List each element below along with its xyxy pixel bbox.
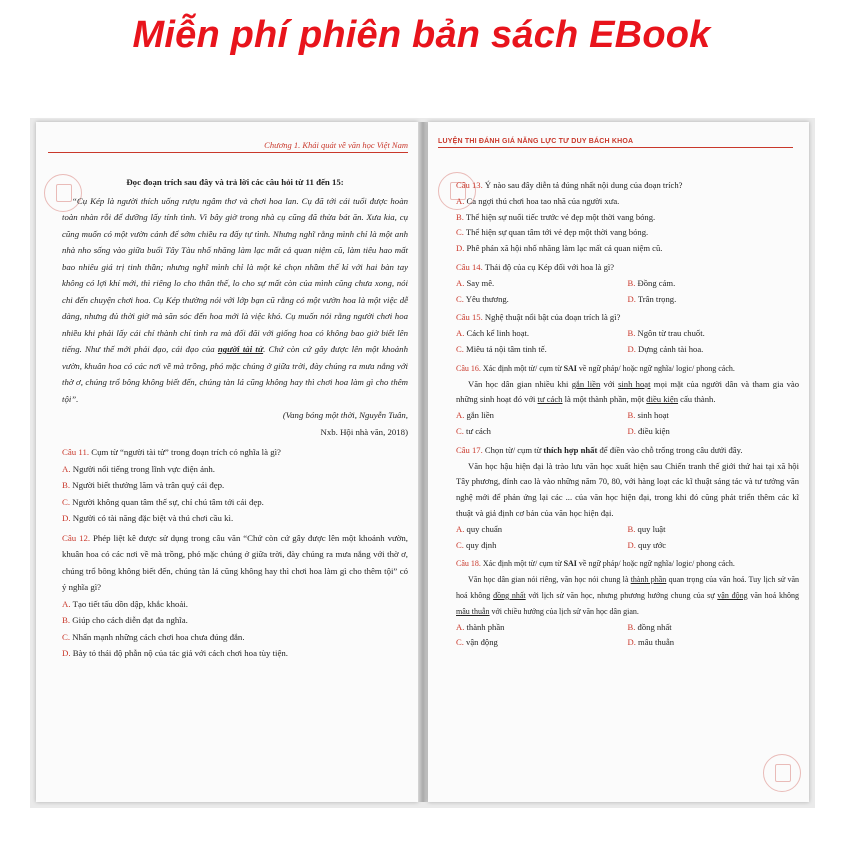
option-a: A. Người nổi tiếng trong lĩnh vực điện ảnh.: [62, 463, 215, 474]
question-paragraph: Văn học dân gian nhiều khi gắn liền với sinh hoạt mọi mặt của người dân và tham gia vào những sinh hoạt đó với tư cách là một thành phần, một điều kiện cấu thành.: [456, 378, 799, 405]
passage-text: “Cụ Kép là người thích uống rượu ngâm thơ và chơi hoa lan. Cụ đã tới cái tuổi được hoàn toàn nhàn rỗi để dưỡng lấy tính tình. Vì bây giờ trong nhà cụ cũng đã thừa bát ăn. Xưa kia, cụ cũng muốn có một vườn cảnh để sớm chiều ra đấy tự tình. Nhưng nghĩ rằng mình chỉ là một anh nhà nho sống vào giữa buổi Tây Tàu nhố nhăng làm lạc mất cả quan niệm cũ, làm tiêu hao mất bao nhiêu giá trị tinh thần; nhưng nghĩ mình chỉ là một kẻ chọn nhầm thế kỉ với hai bàn tay không có lợi khí mới, thì riêng lo cho thân thế, lo cho sự mất còn của mình cũng chưa xong, nói chi đến chuyện chơi hoa. Cụ Kép thường nói với lớp bạn cũ rằng có một vườn hoa là một việc dễ dàng, nhưng đủ thời giờ mà săn sóc đến hoa mới là việc khó. Cụ muốn nói rằng người chơi hoa nhiều khi phải lấy cái chí thành chí tình ra mà đối đãi với giống hoa có không bao giờ biết lên tiếng. Như thế mới phải đạo, cái đạo của: [62, 195, 408, 354]
option-d: D. điều kiện: [627, 425, 670, 436]
question-stem: Câu 16. Xác định một từ/ cụm từ SAI về ngữ pháp/ hoặc ngữ nghĩa/ logic/ phong cách.: [456, 363, 735, 373]
question-text: Thái độ của cụ Kép đối với hoa là gì?: [482, 261, 615, 272]
question-number: Câu 16.: [456, 363, 481, 373]
option-a: A. quy chuẩn: [456, 523, 503, 534]
option-d: D. mâu thuẫn: [627, 637, 675, 648]
question-stem: [456, 260, 799, 276]
question-number: Câu 12.: [62, 532, 91, 543]
left-page-content: [62, 174, 408, 662]
option-d: D. Người có tài năng đặc biệt và thú chơi cầu kì.: [62, 513, 234, 523]
question-13: [456, 178, 799, 257]
options-row: [456, 635, 799, 651]
question-number: Câu 14.: [456, 261, 483, 272]
question-17: [456, 443, 799, 554]
options-row: [456, 342, 799, 358]
options-row: [456, 408, 799, 424]
open-book: [30, 118, 815, 808]
right-page: [428, 122, 809, 802]
question-text: Nghệ thuật nổi bật của đoạn trích là gì?: [482, 312, 621, 323]
question-number: Câu 13.: [456, 180, 483, 190]
option-d: D. Trân trọng.: [627, 293, 677, 304]
question-stem: [62, 444, 408, 461]
reading-instruction: Đọc đoạn trích sau đây và trả lời các câu hỏi từ 11 đến 15:: [126, 177, 344, 187]
options-row: [456, 292, 799, 308]
question-14: [456, 260, 799, 307]
options-row: [456, 424, 799, 440]
option-a: A. thành phần: [456, 621, 505, 632]
option-b: B. Ngôn từ trau chuốt.: [627, 328, 705, 339]
option-c: C. quy định: [456, 539, 497, 550]
question-paragraph: Văn học hậu hiện đại là trào lưu văn học xuất hiện sau Chiến tranh thế giới thứ hai tại xã hội Tây phương, đỉnh cao là vào những năm 70, 80, với hàng loạt các kĩ thuật sáng tác và tư tưởng văn nghệ mới để phản ứng lại các ... của văn học hiện đại, trong khi đó cũng phát triển thêm các kĩ thuật và giả định cơ bản của văn học hiện đại.: [456, 460, 799, 518]
question-18: [456, 556, 799, 651]
option-a: A. Cách kể linh hoạt.: [456, 328, 530, 339]
ebook-banner-title: Miễn phí phiên bản sách EBook: [132, 14, 711, 56]
question-stem: [456, 310, 799, 326]
question-text: Cụm từ “người tài tử” trong đoạn trích có nghĩa là gì?: [89, 447, 281, 457]
question-stem: Câu 18. Xác định một từ/ cụm từ SAI về ngữ pháp/ hoặc ngữ nghĩa/ logic/ phong cách.: [456, 559, 735, 569]
left-page-header: Chương 1. Khái quát về văn học Việt Nam: [48, 140, 408, 153]
option-a: A. Ca ngợi thú chơi hoa tao nhã của người xưa.: [456, 195, 620, 206]
option-d: D. Phê phán xã hội nhố nhăng làm lạc mất cả quan niệm cũ.: [456, 243, 663, 254]
question-number: Câu 11.: [62, 447, 90, 457]
option-b: B. quy luật: [627, 523, 666, 534]
options-row: [456, 276, 799, 292]
question-12: [62, 530, 408, 662]
option-b: B. Đồng cảm.: [627, 277, 676, 288]
option-c: C. tư cách: [456, 425, 491, 436]
option-d: D. Dựng cảnh tài hoa.: [627, 343, 704, 354]
passage-publisher: Nxb. Hội nhà văn, 2018): [320, 426, 408, 437]
option-c: C. Yêu thương.: [456, 293, 509, 304]
left-page: [36, 122, 418, 802]
question-stem: [456, 178, 799, 194]
option-d: D. quy ước: [627, 539, 667, 550]
book-spine: [418, 122, 428, 802]
question-number: Câu 18.: [456, 559, 481, 569]
watermark-logo-icon: [763, 754, 801, 792]
option-c: C. Người không quan tâm thế sự, chỉ chú tâm tới cái đẹp.: [62, 496, 264, 507]
options-row: [456, 522, 799, 538]
option-a: A. Say mê.: [456, 277, 495, 288]
options-row: [456, 620, 799, 636]
question-stem: Câu 17. Chọn từ/ cụm từ thích hợp nhất để điền vào chỗ trống trong câu dưới đây.: [456, 444, 743, 455]
right-page-header: LUYỆN THI ĐÁNH GIÁ NĂNG LỰC TƯ DUY BÁCH KHOA: [438, 138, 793, 148]
question-paragraph: Văn học dân gian nói riêng, văn học nói chung là thành phần quan trọng của văn hoá. Tuy lịch sử văn hoá không đồng nhất với lịch sử văn học, nhưng phương hướng chung của sự vận động văn hoá không mâu thuẫn với chiều hướng của lịch sử văn học dân gian.: [456, 575, 800, 616]
options-row: [456, 326, 799, 342]
option-c: C. vận động: [456, 637, 498, 648]
option-b: B. đồng nhất: [627, 621, 672, 632]
question-text: Phép liệt kê được sử dụng trong câu văn “Chứ còn cứ gây được lên một khoảnh vườn, khuân hoa có các nơi về mà trồng, phó mặc chúng ở giữa trời, đày chúng ra mưa nắng với thờ ơ, chúng trổ bông không biết đến, chúng tàn lá cũng không hay thì chơi hoa làm gì cho thêm tội” có ý nghĩa gì?: [62, 532, 408, 592]
passage-underlined-term: người tài tử: [217, 344, 264, 354]
options-row: [456, 538, 799, 554]
option-c: C. Nhấn mạnh những cách chơi hoa chưa đúng đắn.: [62, 631, 245, 642]
option-c: C. Thể hiện sự quan tâm tới vẻ đẹp một thời vang bóng.: [456, 227, 649, 238]
option-c: C. Miêu tả nội tâm tinh tế.: [456, 343, 547, 354]
option-d: D. Bày tỏ thái độ phẫn nộ của tác giả với cách chơi hoa tùy tiện.: [62, 648, 288, 658]
question-16: [456, 361, 799, 440]
question-number: Câu 17.: [456, 444, 483, 455]
reading-passage: [62, 193, 408, 408]
option-b: B. sinh hoạt: [627, 410, 669, 421]
passage-source: (Vang bóng một thời, Nguyễn Tuân,: [282, 410, 408, 420]
question-15: [456, 310, 799, 357]
option-a: A. Tạo tiết tấu dồn dập, khắc khoải.: [62, 598, 188, 609]
option-b: B. Giúp cho cách diễn đạt đa nghĩa.: [62, 615, 188, 625]
question-number: Câu 15.: [456, 312, 483, 323]
question-stem: [62, 530, 408, 596]
option-a: A. gắn liền: [456, 410, 494, 421]
question-text: Ý nào sau đây diễn tả đúng nhất nội dung của đoạn trích?: [482, 180, 683, 190]
option-b: B. Thể hiện sự nuối tiếc trước vẻ đẹp một thời vang bóng.: [456, 211, 656, 222]
right-page-content: [456, 178, 799, 651]
option-b: B. Người biết thưởng lãm và trân quý cái đẹp.: [62, 480, 225, 490]
passage-text: . Chứ còn cứ gây được lên một khoảnh vườn, khuân hoa có các nơi về mà trồng, phó mặc chúng ở giữa trời, đày chúng ra mưa nắng với thờ ơ, chúng trổ bông không biết đến, chúng tàn lá cũng không hay thì chơi hoa làm gì cho thêm tội”.: [62, 344, 408, 404]
question-11: [62, 444, 408, 527]
